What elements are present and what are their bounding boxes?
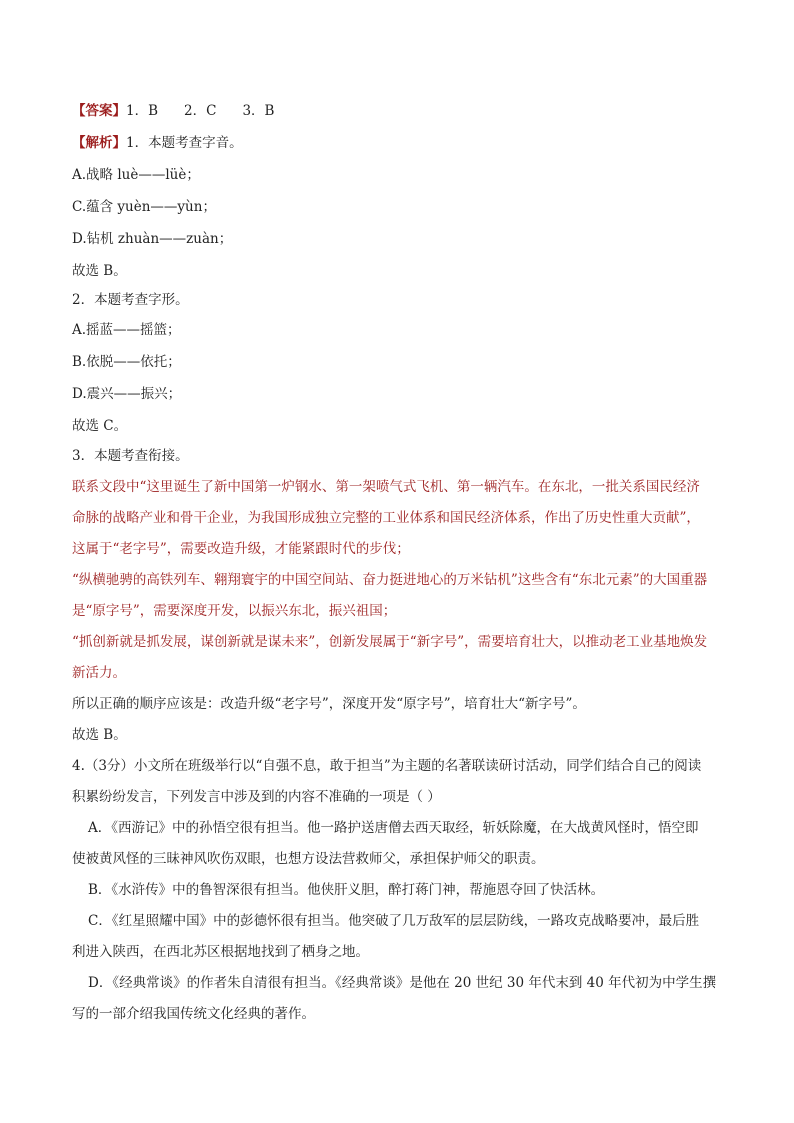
q3-line: 命脉的战略产业和骨干企业，为我国形成独立完整的工业体系和国民经济体系，作出了历史性重大贡献”， xyxy=(72,510,700,526)
q3-line: 联系文段中“这里诞生了新中国第一炉钢水、第一架喷气式飞机、第一辆汽车。在东北，一批关系国民经济 xyxy=(72,479,700,495)
q2-line: A.摇蓝——摇篮； xyxy=(72,322,181,338)
q4-stem-line: 积累纷纷发言，下列发言中涉及到的内容不准确的一项是（ ） xyxy=(72,789,441,805)
q3-title: 3．本题考查衔接。 xyxy=(72,448,189,464)
q4-option-d: D．《经典常谈》的作者朱自清很有担当。《经典常谈》是他在 20 世纪 30 年代末到 40 年代初为中学生撰 xyxy=(88,975,717,991)
answer-item: 2．C xyxy=(184,103,217,119)
q3-line: 新活力。 xyxy=(72,665,126,681)
analysis-q1-title xyxy=(72,133,732,153)
answer-item: 3．B xyxy=(242,103,275,119)
q4-option-a-cont: 使被黄风怪的三昧神风吹伤双眼，也想方设法营救师父，承担保护师父的职责。 xyxy=(72,851,545,867)
q1-choice: 故选 B。 xyxy=(72,263,127,279)
q4-option-c: C．《红星照耀中国》中的彭德怀很有担当。他突破了几万敌军的层层防线，一路攻克战略要冲，最后胜 xyxy=(88,913,700,929)
q4-stem-line: 4.（3分）小文所在班级举行以“自强不息，敢于担当”为主题的名著联读研讨活动，同学们结合自己的阅读 xyxy=(72,758,702,774)
answer-tag: 【答案】 xyxy=(72,103,126,119)
q2-line: B.依脱——依托； xyxy=(72,354,181,370)
q1-line: C.蕴含 yuèn——yùn； xyxy=(72,199,216,215)
q3-line: 这属于“老字号”，需要改造升级，才能紧跟时代的步伐； xyxy=(72,541,410,557)
q4-option-c-cont: 利进入陕西，在西北苏区根据地找到了栖身之地。 xyxy=(72,944,369,960)
q2-line: D.震兴——振兴； xyxy=(72,386,182,402)
q3-line: 是“原字号”，需要深度开发，以振兴东北，振兴祖国； xyxy=(72,603,397,619)
q1-line: D.钻机 zhuàn——zuàn； xyxy=(72,231,233,247)
answer-item: 1．B xyxy=(126,103,159,119)
q3-line: “抓创新就是抓发展，谋创新就是谋未来”，创新发展属于“新字号”，需要培育壮大，以推动老工业基地焕发 xyxy=(72,634,708,650)
q1-title: 1．本题考查字音。 xyxy=(126,135,243,151)
q3-choice: 故选 B。 xyxy=(72,727,127,743)
answer-line xyxy=(72,101,732,121)
analysis-tag: 【解析】 xyxy=(72,135,126,151)
q4-option-b: B．《水浒传》中的鲁智深很有担当。他侠肝义胆，醉打蒋门神，帮施恩夺回了快活林。 xyxy=(88,882,605,898)
q2-choice: 故选 C。 xyxy=(72,418,128,434)
q2-title: 2．本题考查字形。 xyxy=(72,292,189,308)
q3-summary: 所以正确的顺序应该是：改造升级“老字号”，深度开发“原字号”，培育壮大“新字号”。 xyxy=(72,696,586,712)
q4-option-d-cont: 写的一部介绍我国传统文化经典的著作。 xyxy=(72,1006,315,1022)
q4-option-a: A．《西游记》中的孙悟空很有担当。他一路护送唐僧去西天取经，斩妖除魔，在大战黄风怪时，悟空即 xyxy=(88,820,699,836)
q3-line: “纵横驰骋的高铁列车、翱翔寰宇的中国空间站、奋力挺进地心的万米钻机”这些含有“东北元素”的大国重器 xyxy=(72,572,708,588)
q1-line: A.战略 luè——lüè； xyxy=(72,167,200,183)
